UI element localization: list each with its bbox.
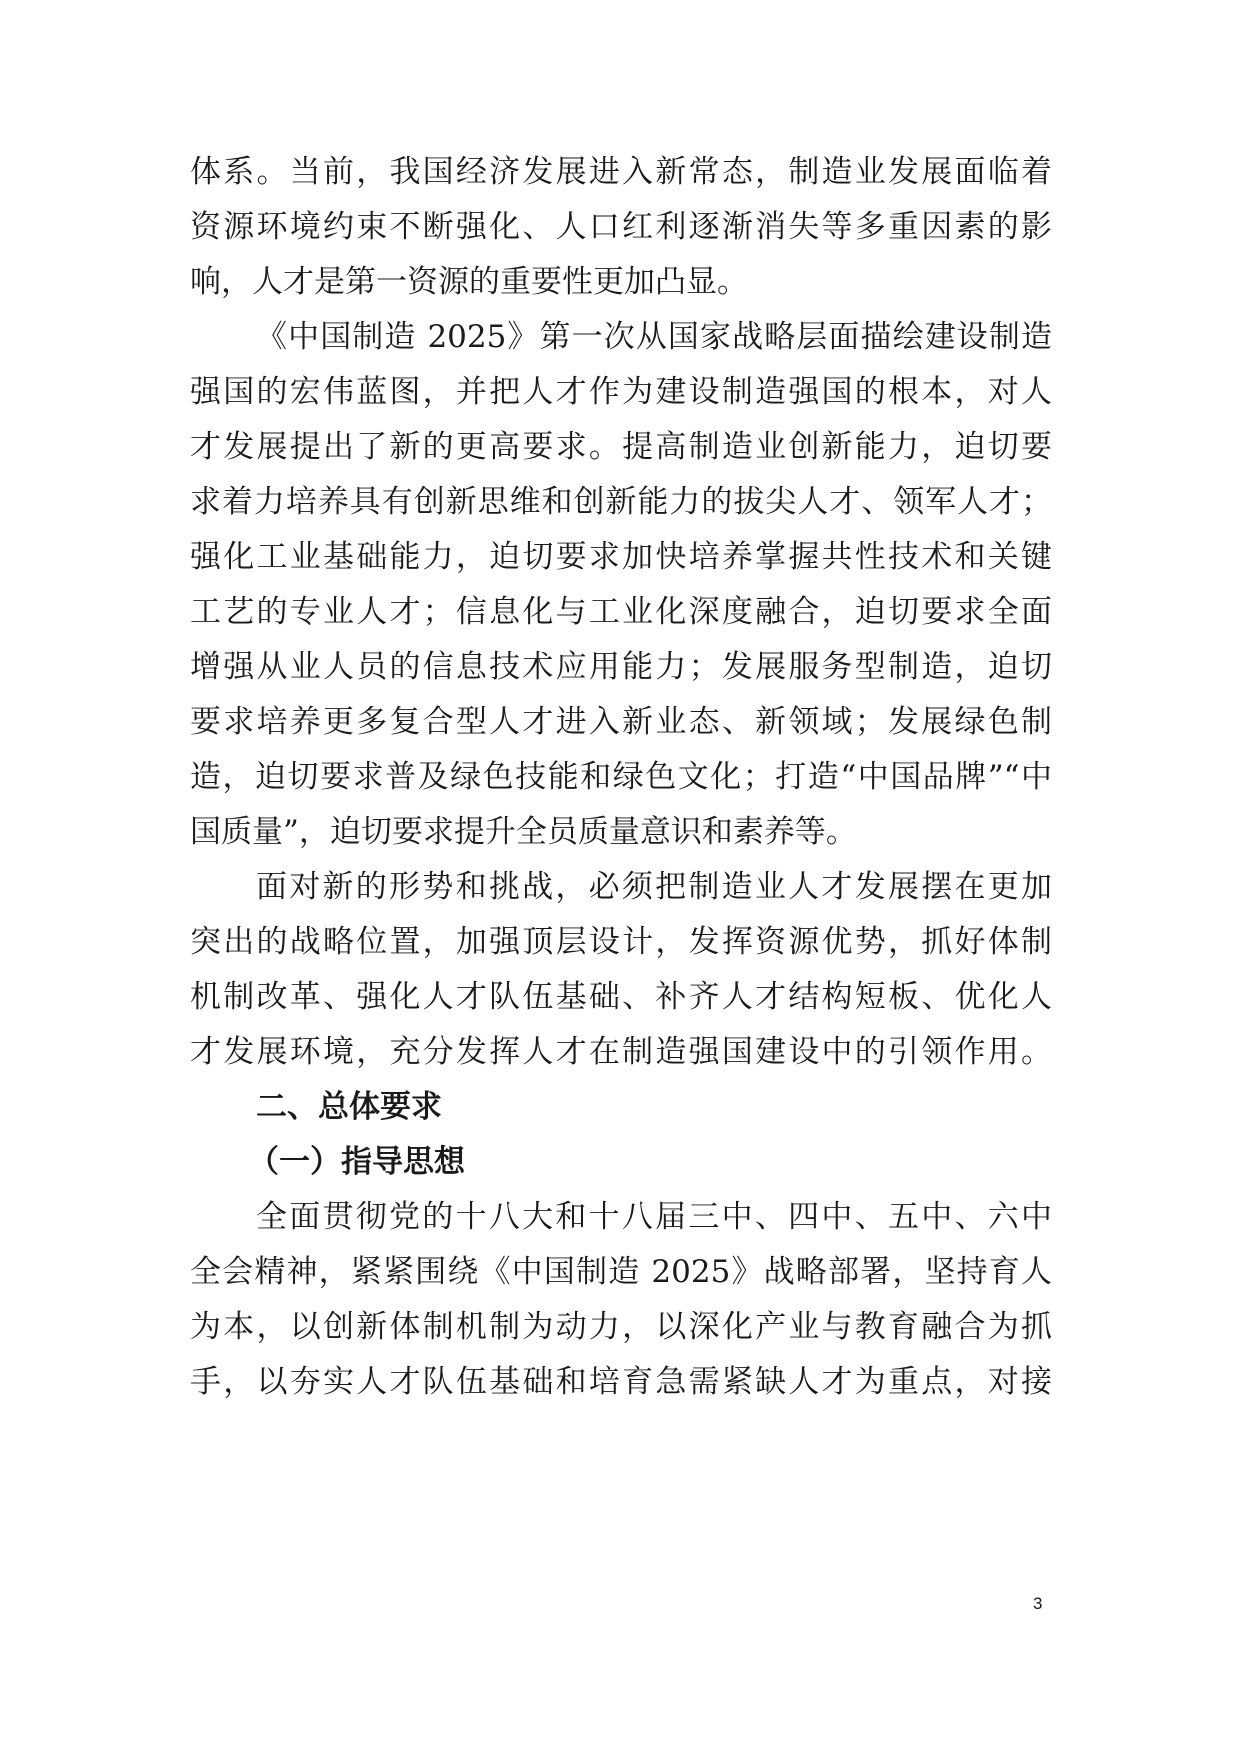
paragraph-line: 体系。当前，我国经济发展进入新常态，制造业发展面临着 — [190, 154, 1052, 190]
page-number: 3 — [1033, 1594, 1043, 1613]
paragraph-line: 面对新的形势和挑战，必须把制造业人才发展摆在更加 — [256, 869, 1052, 905]
paragraph-line: 突出的战略位置，加强顶层设计，发挥资源优势，抓好体制 — [190, 924, 1052, 960]
paragraph-line: 强化工业基础能力，迫切要求加快培养掌握共性技术和关键 — [190, 539, 1052, 575]
paragraph-line: 要求培养更多复合型人才进入新业态、新领域；发展绿色制 — [190, 704, 1052, 740]
subsection-heading: （一）指导思想 — [248, 1144, 465, 1180]
paragraph-line: 国质量”，迫切要求提升全员质量意识和素养等。 — [190, 814, 857, 850]
paragraph-line: 才发展提出了新的更高要求。提高制造业创新能力，迫切要 — [190, 429, 1052, 465]
paragraph-line: 《中国制造 2025》第一次从国家战略层面描绘建设制造 — [256, 319, 1052, 355]
paragraph-line: 求着力培养具有创新思维和创新能力的拔尖人才、领军人才； — [190, 484, 1052, 520]
paragraph-line: 为本，以创新体制机制为动力，以深化产业与教育融合为抓 — [190, 1309, 1052, 1345]
paragraph-line: 增强从业人员的信息技术应用能力；发展服务型制造，迫切 — [190, 649, 1052, 685]
paragraph-line: 全会精神，紧紧围绕《中国制造 2025》战略部署，坚持育人 — [190, 1254, 1052, 1290]
paragraph-line: 工艺的专业人才；信息化与工业化深度融合，迫切要求全面 — [190, 594, 1052, 630]
paragraph-line: 响，人才是第一资源的重要性更加凸显。 — [190, 264, 748, 300]
paragraph-line: 才发展环境，充分发挥人才在制造强国建设中的引领作用。 — [190, 1034, 1052, 1070]
paragraph-line: 全面贯彻党的十八大和十八届三中、四中、五中、六中 — [256, 1199, 1052, 1235]
paragraph-line: 手，以夯实人才队伍基础和培育急需紧缺人才为重点，对接 — [190, 1364, 1052, 1400]
paragraph-line: 资源环境约束不断强化、人口红利逐渐消失等多重因素的影 — [190, 209, 1052, 245]
paragraph-line: 强国的宏伟蓝图，并把人才作为建设制造强国的根本，对人 — [190, 374, 1052, 410]
section-heading: 二、总体要求 — [256, 1089, 442, 1125]
paragraph-line: 机制改革、强化人才队伍基础、补齐人才结构短板、优化人 — [190, 979, 1052, 1015]
paragraph-line: 造，迫切要求普及绿色技能和绿色文化；打造“中国品牌”“中 — [190, 759, 1052, 795]
